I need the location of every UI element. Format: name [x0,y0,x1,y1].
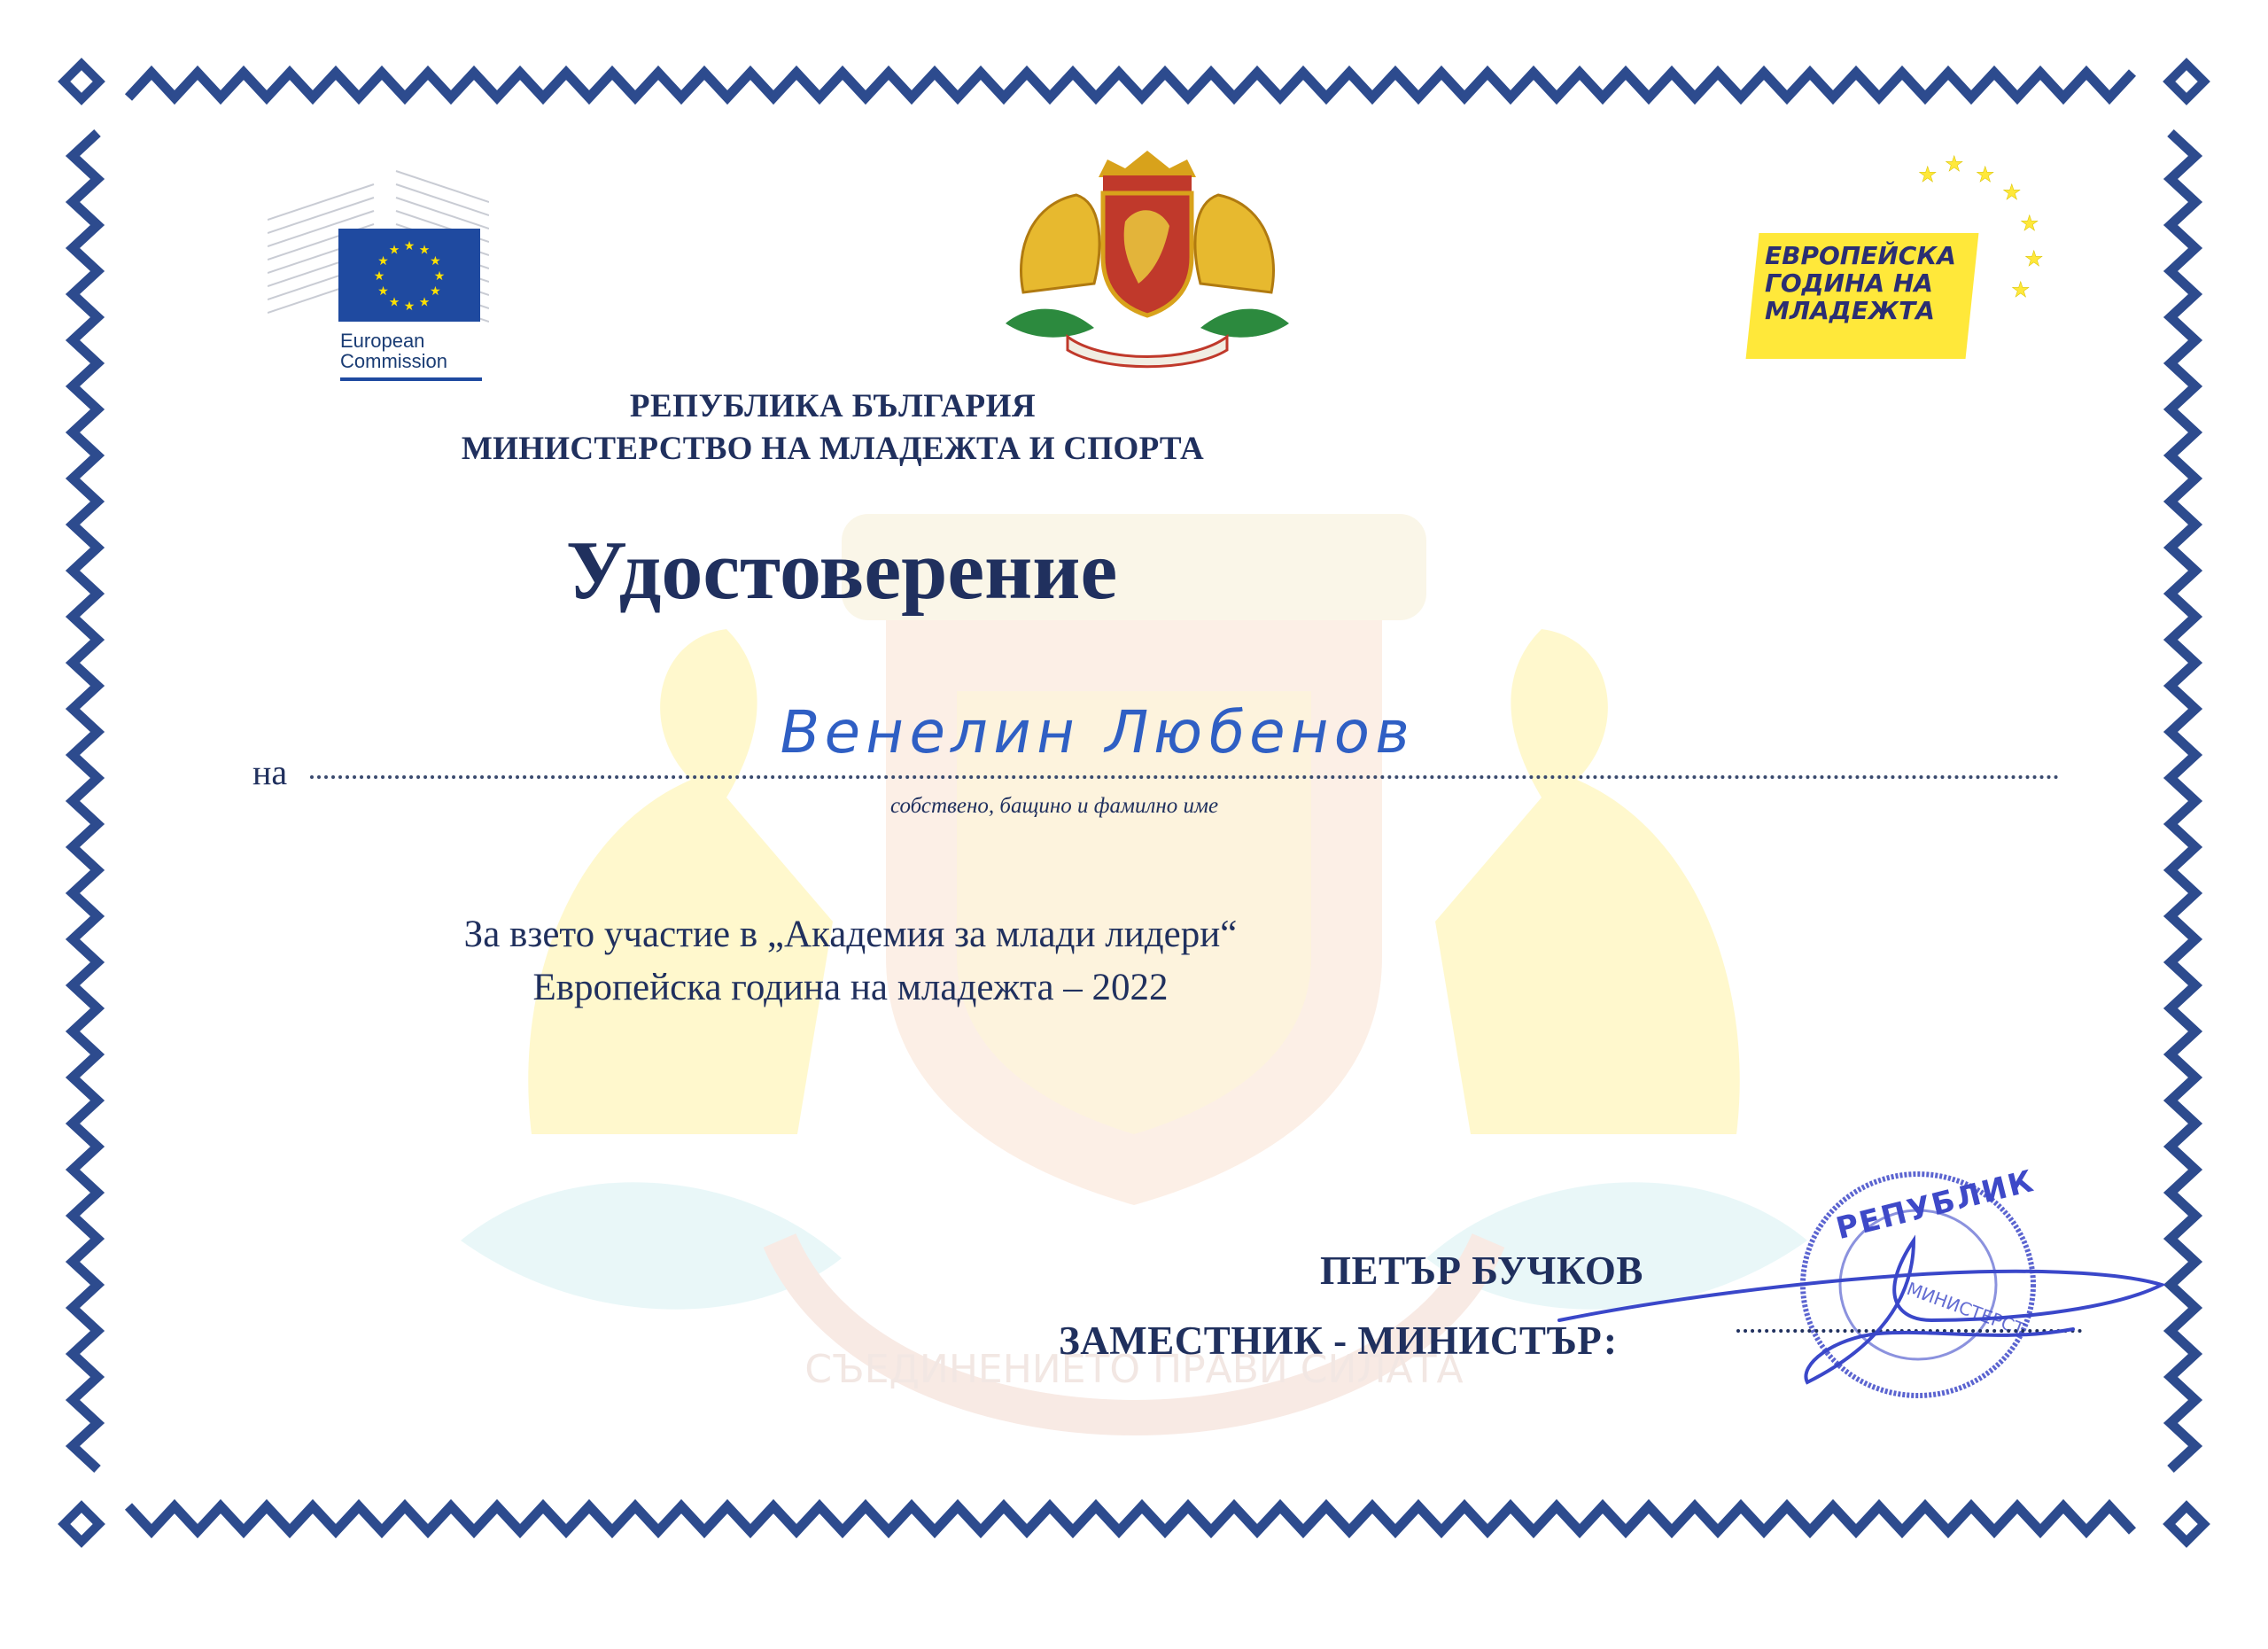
stamp-text: РЕПУБЛИК [1832,1163,2039,1248]
certificate-title: Удостоверение [565,525,1118,617]
ec-label-line2: Commission [340,350,448,372]
svg-text:★: ★ [403,240,416,253]
svg-text:★: ★ [2020,213,2039,236]
eyy-text [1765,242,1969,324]
svg-text:★: ★ [388,244,400,258]
svg-text:★: ★ [403,300,416,314]
header-republic: РЕПУБЛИКА БЪЛГАРИЯ [629,388,1037,424]
svg-text:★: ★ [2024,248,2044,271]
recipient-name-handwritten: Венелин Любенов [773,698,1422,766]
body-line-year: Европейска година на младежта – 2022 [532,967,1169,1008]
svg-text:★: ★ [388,296,400,310]
svg-text:★: ★ [377,285,389,299]
recipient-name-caption: собствено, бащино и фамилно име [890,794,1219,818]
eu-flag-icon [338,229,480,326]
eyy-line2: ГОДИНА НА [1765,268,1933,298]
eyy-line1: ЕВРОПЕЙСКА [1765,241,1956,270]
svg-text:★: ★ [433,270,446,284]
svg-text:★: ★ [1918,164,1938,187]
european-year-of-youth-logo [1728,155,2064,385]
european-commission-logo [268,167,489,384]
stamp-inner-text: МИНИСТЕРСТ [1904,1278,2028,1341]
svg-text:★: ★ [418,244,431,258]
svg-text:★: ★ [2011,279,2031,302]
signatory-name: ПЕТЪР БУЧКОВ [1320,1248,1643,1293]
ec-underline [340,377,482,381]
svg-text:★: ★ [418,296,431,310]
ec-label-line1: European [340,330,425,352]
signatory-role: ЗАМЕСТНИК - МИНИСТЪР: [1059,1318,1618,1363]
svg-text:★: ★ [1945,155,1964,176]
header-ministry: МИНИСТЕРСТВО НА МЛАДЕЖТА И СПОРТА [461,431,1205,467]
recipient-prefix: на [252,752,288,792]
svg-text:★: ★ [2002,182,2022,205]
handwritten-signature [1542,1187,2179,1418]
watermark-motto: СЪЕДИНЕНИЕТО ПРАВИ СИЛАТА [804,1347,1464,1392]
svg-text:★: ★ [430,255,441,268]
svg-text:★: ★ [430,285,441,299]
svg-text:★: ★ [1976,164,1995,187]
svg-text:★: ★ [377,255,389,268]
eyy-line3: МЛАДЕЖТА [1765,296,1935,325]
svg-text:★: ★ [373,270,385,284]
body-line-participation: За взето участие в „Академия за млади лидери“ [463,914,1238,955]
recipient-name-line [310,775,2060,779]
bulgarian-coat-of-arms-icon [1006,151,1289,372]
